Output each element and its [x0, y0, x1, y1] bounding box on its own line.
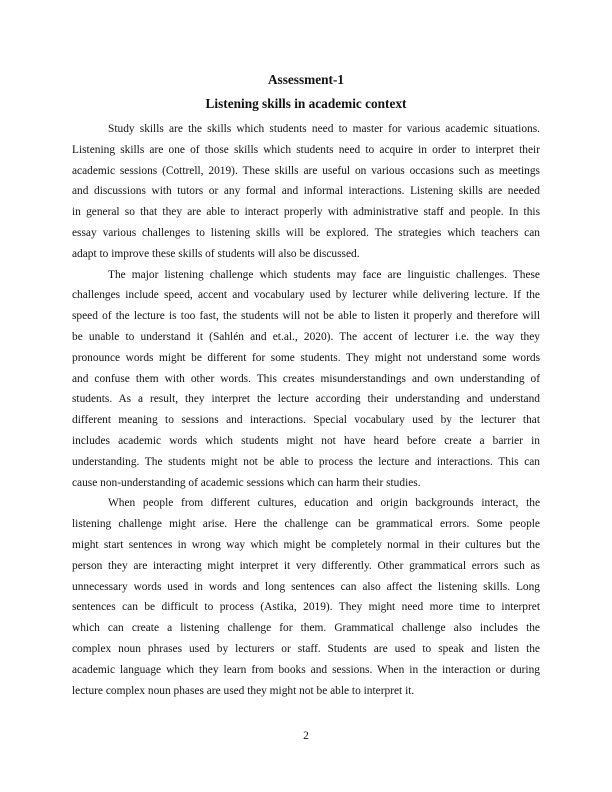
text-line: When people from different cultures, education and origin backgrounds interact, the	[108, 497, 540, 510]
text-line: includes academic words which students might not have heard before create a barrier in	[72, 434, 540, 447]
text-line: cause non-understanding of academic sessions which can harm their studies.	[72, 476, 421, 489]
text-line: which can create a listening challenge for them. Grammatical challenge also includes the	[72, 622, 540, 635]
text-line: listening challenge might arise. Here the challenge can be grammatical errors. Some people	[72, 518, 540, 531]
text-line: in general so that they are able to interact properly with administrative staff and people. In this	[72, 206, 540, 219]
text-line: adapt to improve these skills of students will also be discussed.	[72, 247, 360, 260]
text-line: lecture complex noun phases are used they might not be able to interpret it.	[72, 684, 415, 697]
text-line: pronounce words might be different for some students. They might not understand some words	[72, 351, 540, 364]
paragraph-grammatical-challenges	[72, 493, 540, 701]
text-line: academic sessions (Cottrell, 2019). These skills are useful on various occasions such as meetings	[72, 164, 540, 177]
text-line: academic language which they learn from books and sessions. When in the interaction or during	[72, 663, 540, 676]
text-line: challenges include speed, accent and vocabulary used by lecturer while delivering lecture. If the	[72, 289, 540, 302]
text-line: person they are interacting might interpret it very differently. Other grammatical errors such as	[72, 559, 540, 572]
assessment-heading: Assessment-1	[267, 72, 345, 87]
text-line: Listening skills are one of those skills which students need to acquire in order to interpret their	[72, 143, 540, 156]
essay-title: Listening skills in academic context	[205, 96, 407, 111]
text-line: might start sentences in wrong way which might be completely normal in their cultures but the	[72, 538, 540, 551]
text-line: different meaning to sessions and interactions. Special vocabulary used by the lecturer that	[72, 414, 540, 427]
text-line: speed of the lecture is too fast, the students will not be able to listen it properly and therefore will	[72, 310, 540, 323]
text-line: students. As a result, they interpret the lecture according their understanding and understand	[72, 393, 540, 406]
paragraph-introduction	[72, 119, 540, 265]
text-line: sentences can be difficult to process (Astika, 2019). They might need more time to interpret	[72, 601, 540, 614]
text-line: Study skills are the skills which students need to master for various academic situations.	[108, 123, 540, 135]
text-line: essay various challenges to listening skills will be explored. The strategies which teachers can	[72, 226, 540, 239]
page-number: 2	[303, 730, 309, 742]
text-line: be unable to understand it (Sahlén and et.al., 2020). The accent of lecturer i.e. the way they	[72, 330, 540, 343]
document-body	[72, 119, 540, 701]
text-line: and confuse them with other words. This creates misunderstandings and own understanding of	[72, 372, 540, 385]
text-line: and discussions with tutors or any formal and informal interactions. Listening skills are needed	[72, 185, 540, 198]
text-line: unnecessary words used in words and long sentences can also affect the listening skills. Long	[72, 580, 540, 593]
text-line: understanding. The students might not be able to process the lecture and interactions. This can	[72, 455, 540, 468]
paragraph-linguistic-challenges	[72, 265, 540, 494]
text-line: complex noun phrases used by lecturers or staff. Students are used to speak and listen the	[72, 642, 540, 655]
text-line: The major listening challenge which students may face are linguistic challenges. These	[108, 268, 540, 281]
